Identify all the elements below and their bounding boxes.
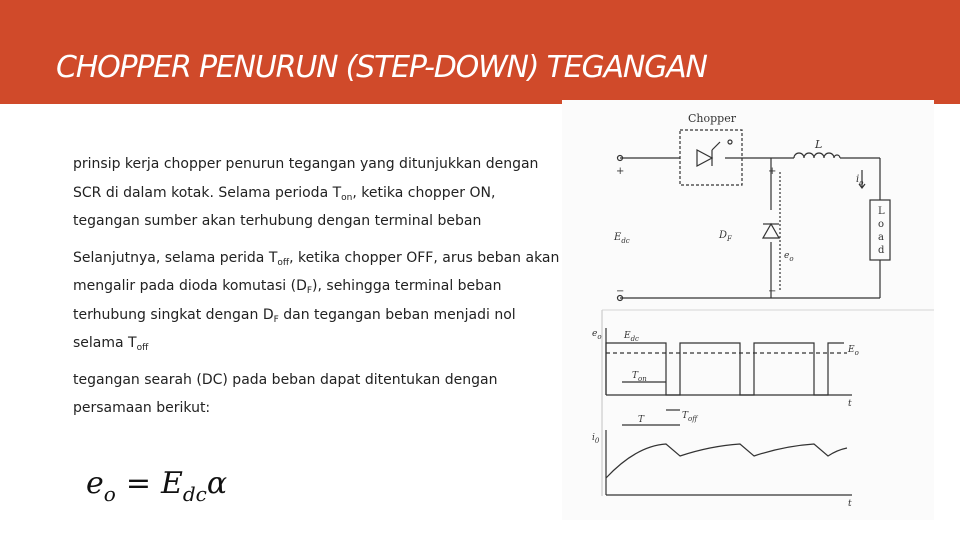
load-letter: a <box>878 232 884 243</box>
paragraph-off-state: Selanjutnya, selama perida $T_{off}$, ketika chopper OFF, arus beban akan mengalir pada dioda komutasi $(D_F)$, sehingga terminal beban terhubung singkat dengan $D_F$ dan tegangan beban menjadi nol selama $T_{off}$ <box>73 249 560 353</box>
eo-axis-label: $e_o$ <box>592 329 602 341</box>
paragraph-dc-voltage: tegangan searah (DC) pada beban dapat ditentukan dengan persamaan berikut: <box>73 371 498 416</box>
plus-terminal: + <box>616 166 625 177</box>
plus-output: + <box>768 166 777 177</box>
chopper-label: Chopper <box>688 112 736 125</box>
time-axis-label: t <box>848 399 852 409</box>
load-letter: L <box>878 206 885 217</box>
load-letter: o <box>878 219 885 230</box>
chopper-diagram <box>562 100 934 520</box>
slide-body <box>73 150 573 431</box>
ton-label: $T_{on}$ <box>632 371 647 383</box>
output-voltage-label: $e_o$ <box>784 251 794 263</box>
toff-label: $T_{off}$ <box>682 411 698 423</box>
current-label: $i_o$ <box>856 174 864 187</box>
minus-output: − <box>768 286 777 297</box>
time-axis-label: t <box>848 499 852 509</box>
source-label: $E_{dc}$ <box>614 232 630 245</box>
load-letter: d <box>878 245 885 256</box>
slide-title: CHOPPER PENURUN (STEP-DOWN) TEGANGAN <box>56 50 707 85</box>
output-voltage-formula: $e_o = E_{dc}\alpha$ <box>86 466 228 506</box>
chopper-figure <box>562 100 934 520</box>
io-axis-label: $i_0$ <box>592 433 600 445</box>
minus-terminal: − <box>616 286 625 297</box>
diode-label: $D_F$ <box>719 230 732 243</box>
edc-label: $E_{dc}$ <box>624 331 639 343</box>
eo-average-label: $E_o$ <box>848 345 859 357</box>
paragraph-principle: prinsip kerja chopper penurun tegangan yang ditunjukkan dengan SCR di dalam kotak. Selama perioda $T_{on}$, ketika chopper ON, tegangan sumber akan terhubung dengan terminal beban <box>73 156 539 229</box>
inductor-label: L <box>815 138 823 151</box>
period-label: T <box>638 415 645 425</box>
